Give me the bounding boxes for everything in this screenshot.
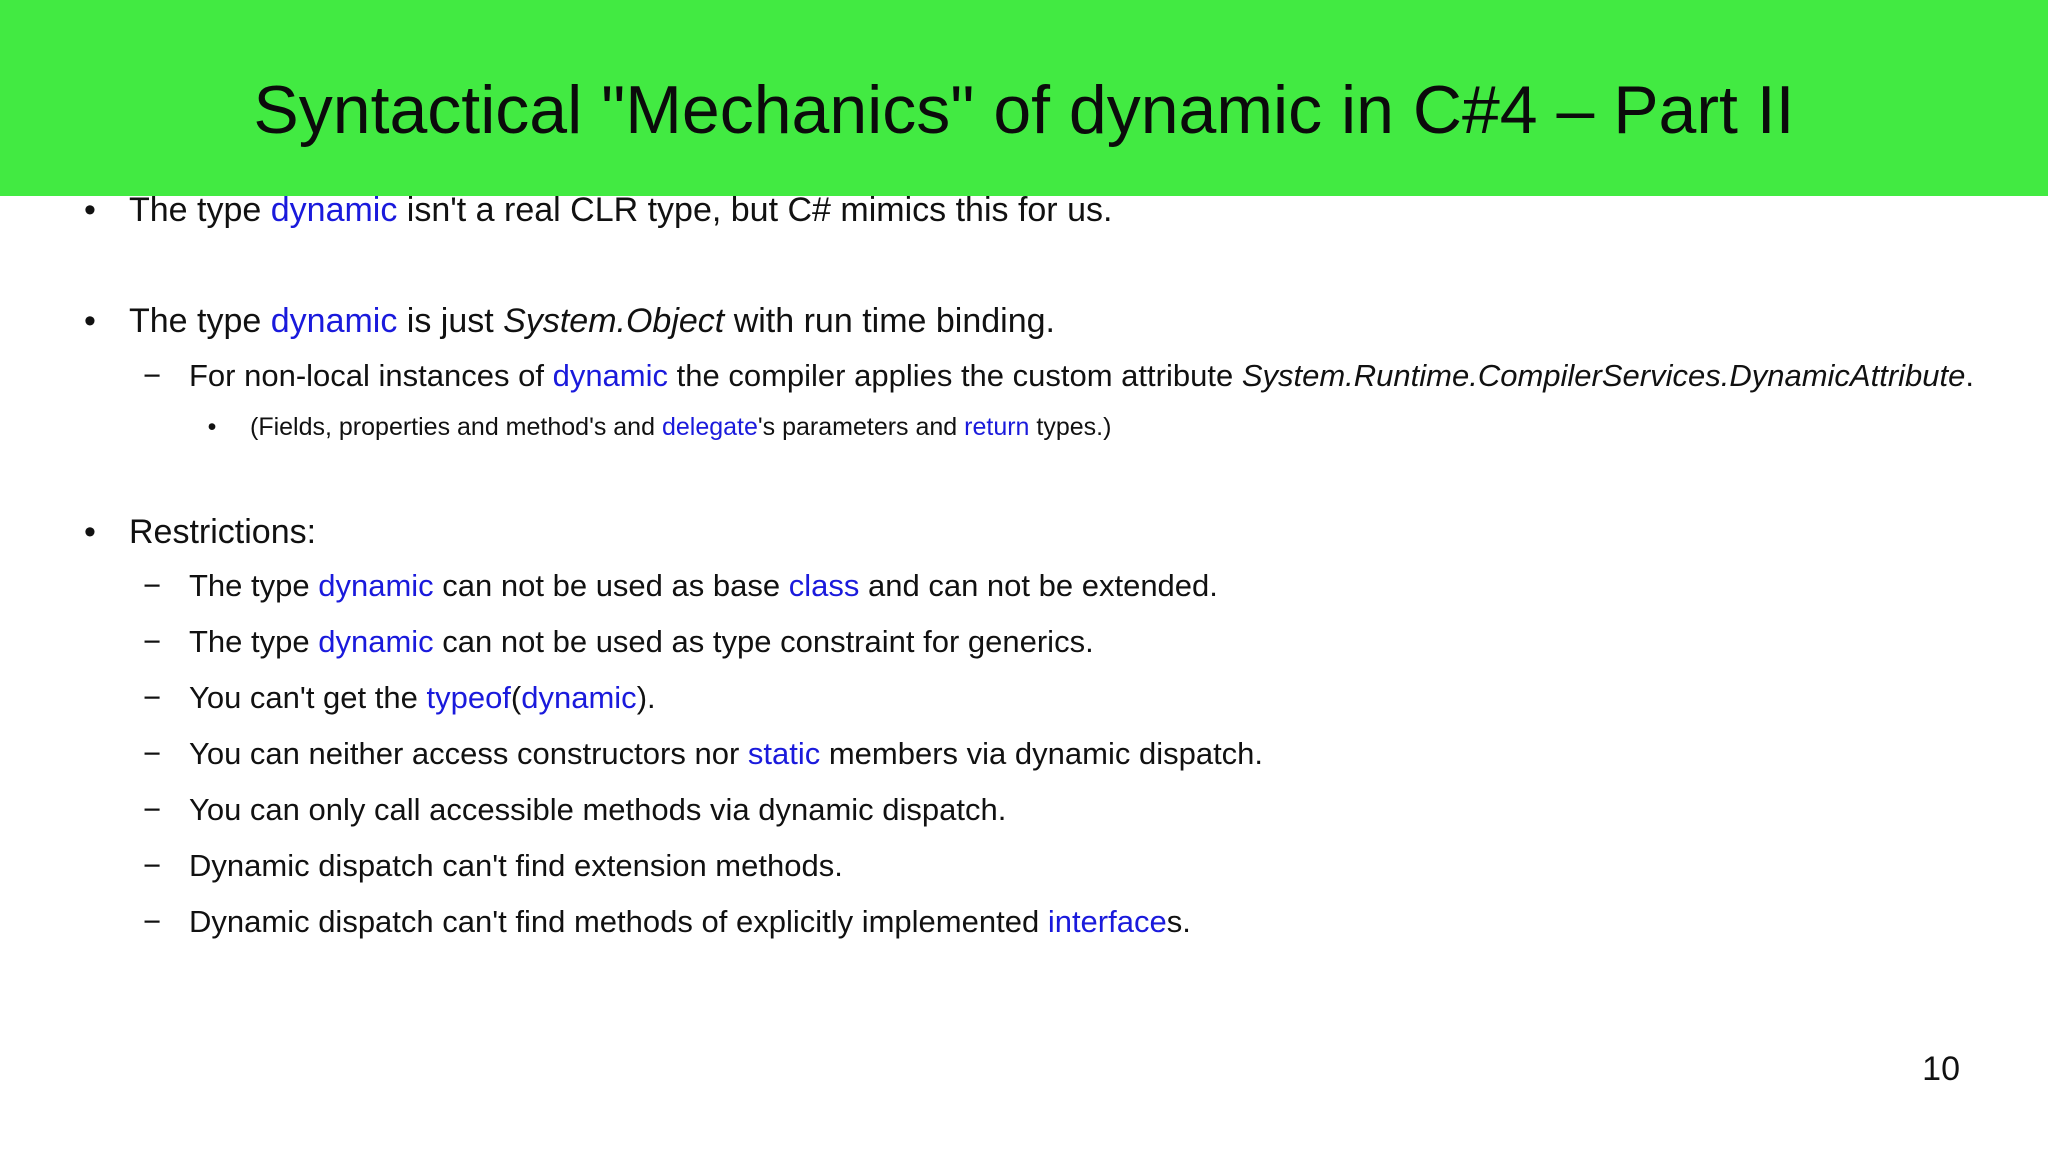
bullet-level-2: [189, 904, 1191, 940]
bullet-text: can not be used as base: [433, 568, 789, 603]
slide-title: Syntactical "Mechanics" of dynamic in C#4 – Part II: [253, 72, 1795, 148]
dash-marker: −: [142, 736, 162, 771]
bullet-text: isn't a real CLR type, but C# mimics this for us.: [397, 191, 1113, 229]
keyword-text: dynamic: [270, 302, 398, 340]
bullet-level-1: [129, 512, 316, 552]
dash-marker: −: [142, 568, 162, 603]
bullet-text: (: [510, 680, 522, 715]
bullet-level-2: [189, 680, 656, 716]
bullet-level-2: [189, 736, 1263, 772]
keyword-text: interface: [1047, 904, 1167, 939]
keyword-text: dynamic: [521, 680, 637, 715]
dash-marker: −: [142, 680, 162, 715]
bullet-text: For non-local instances of: [189, 358, 553, 393]
italic-text: System.Runtime.CompilerServices.DynamicAttribute: [1241, 358, 1966, 393]
dash-marker: −: [142, 358, 162, 393]
keyword-text: static: [747, 736, 821, 771]
bullet-text: with run time binding.: [724, 302, 1055, 340]
bullet-text: is just: [397, 302, 504, 340]
bullet-text: can not be used as type constraint for generics.: [433, 624, 1094, 659]
bullet-text: (Fields, properties and method's and: [250, 413, 662, 441]
bullet-level-2: [189, 792, 1006, 828]
keyword-text: dynamic: [552, 358, 669, 393]
bullet-text: Dynamic dispatch can't find extension methods.: [189, 848, 843, 883]
bullet-level-3: [250, 412, 1111, 442]
keyword-text: dynamic: [318, 568, 434, 603]
bullet-text: 's parameters and: [757, 413, 965, 441]
bullet-text: Dynamic dispatch can't find methods of explicitly implemented: [189, 904, 1048, 939]
bullet-text: Restrictions:: [129, 513, 317, 551]
dash-marker: −: [142, 848, 162, 883]
bullet-text: .: [1965, 358, 1974, 393]
bullet-text: the compiler applies the custom attribute: [668, 358, 1242, 393]
bullet-marker: •: [84, 191, 96, 229]
keyword-text: return: [964, 413, 1030, 441]
bullet-level-2: [189, 624, 1094, 660]
dash-marker: −: [142, 792, 162, 827]
bullet-text: s.: [1166, 904, 1191, 939]
page-number: 10: [1922, 1050, 1960, 1088]
bullet-text: The type: [189, 624, 319, 659]
bullet-text: members via dynamic dispatch.: [820, 736, 1264, 771]
bullet-level-1: [129, 301, 1055, 341]
bullet-text: and can not be extended.: [859, 568, 1218, 603]
keyword-text: delegate: [661, 413, 758, 441]
dash-marker: −: [142, 904, 162, 939]
bullet-text: The type: [129, 191, 271, 229]
bullet-text: You can neither access constructors nor: [189, 736, 748, 771]
bullet-text: You can't get the: [189, 680, 427, 715]
bullet-text: types.): [1029, 413, 1112, 441]
bullet-level-2: [189, 568, 1218, 604]
bullet-marker: •: [84, 302, 96, 340]
keyword-text: typeof: [426, 680, 511, 715]
keyword-text: class: [788, 568, 860, 603]
bullet-marker: •: [207, 413, 217, 441]
bullet-text: The type: [189, 568, 319, 603]
bullet-text: The type: [129, 302, 271, 340]
keyword-text: dynamic: [318, 624, 434, 659]
bullet-text: ).: [636, 680, 656, 715]
bullet-level-2: [189, 848, 843, 884]
bullet-text: You can only call accessible methods via dynamic dispatch.: [189, 792, 1007, 827]
dash-marker: −: [142, 624, 162, 659]
italic-text: System.Object: [503, 302, 725, 340]
bullet-level-1: [129, 190, 1112, 230]
bullet-level-2: [189, 358, 1974, 394]
keyword-text: dynamic: [270, 191, 398, 229]
bullet-marker: •: [84, 513, 96, 551]
